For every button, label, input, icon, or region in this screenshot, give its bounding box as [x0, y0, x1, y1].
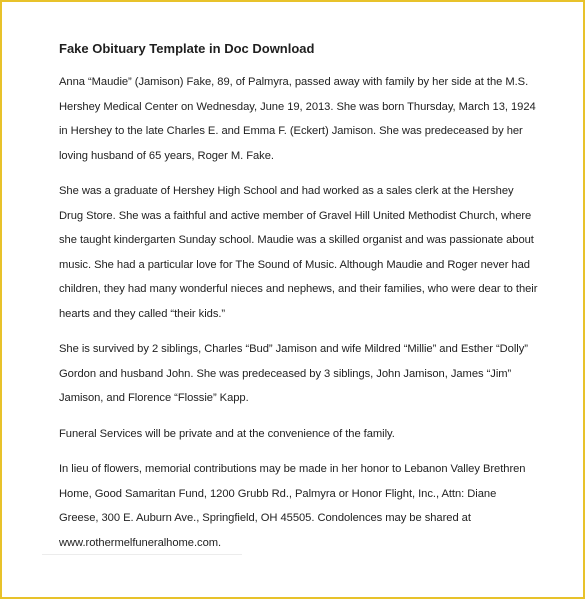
- text-line: Drug Store. She was a faithful and active member of Gravel Hill United Methodist Church, where: [59, 209, 532, 222]
- text-line: children, they had many wonderful nieces and nephews, and their families, who were dear to their: [59, 283, 538, 295]
- text-line: music. She had a particular love for The Sound of Music. Although Maudie and Roger never had: [59, 258, 530, 271]
- paragraph-memorial-contributions: [59, 457, 547, 555]
- text-line: she taught kindergarten Sunday school. Maudie was a skilled organist and was passionate about: [59, 234, 534, 246]
- text-line: Jamison, and Florence “Flossie” Kapp.: [59, 392, 249, 404]
- text-line: Hershey Medical Center on Wednesday, June 19, 2013. She was born Thursday, March 13, 1924: [59, 100, 536, 113]
- funeral-home-website: www.rothermelfuneralhome.com.: [59, 536, 222, 549]
- paragraph-biography: [59, 179, 547, 326]
- text-line: in Hershey to the late Charles E. and Emma F. (Eckert) Jamison. She was predeceased by her: [59, 125, 523, 137]
- text-line: Gordon and husband John. She was predeceased by 3 siblings, John Jamison, James “Jim”: [59, 367, 512, 380]
- text-line: hearts and they called “their kids.”: [59, 307, 226, 320]
- text-line: loving husband of 65 years, Roger M. Fake.: [59, 149, 274, 162]
- paragraph-funeral-services: [59, 422, 547, 447]
- text-line: She was a graduate of Hershey High School and had worked as a sales clerk at the Hershey: [59, 185, 514, 197]
- footer-divider: [42, 554, 242, 555]
- paragraph-death-notice: [59, 70, 547, 168]
- text-line: In lieu of flowers, memorial contributions may be made in her honor to Lebanon Valley Brethren: [59, 463, 526, 475]
- text-line: Home, Good Samaritan Fund, 1200 Grubb Rd., Palmyra or Honor Flight, Inc., Attn: Diane: [59, 487, 497, 500]
- paragraph-survivors: [59, 337, 547, 411]
- text-line: Funeral Services will be private and at the convenience of the family.: [59, 427, 395, 440]
- text-line: Anna “Maudie” (Jamison) Fake, 89, of Palmyra, passed away with family by her side at the M.S.: [59, 76, 529, 88]
- document-title: Fake Obituary Template in Doc Download: [59, 41, 315, 56]
- document-body: [59, 40, 547, 566]
- text-line: She is survived by 2 siblings, Charles “Bud” Jamison and wife Mildred “Millie” and Esther “Dolly”: [59, 343, 528, 355]
- text-line: Greese, 300 E. Auburn Ave., Springfield, OH 45505. Condolences may be shared at: [59, 512, 471, 524]
